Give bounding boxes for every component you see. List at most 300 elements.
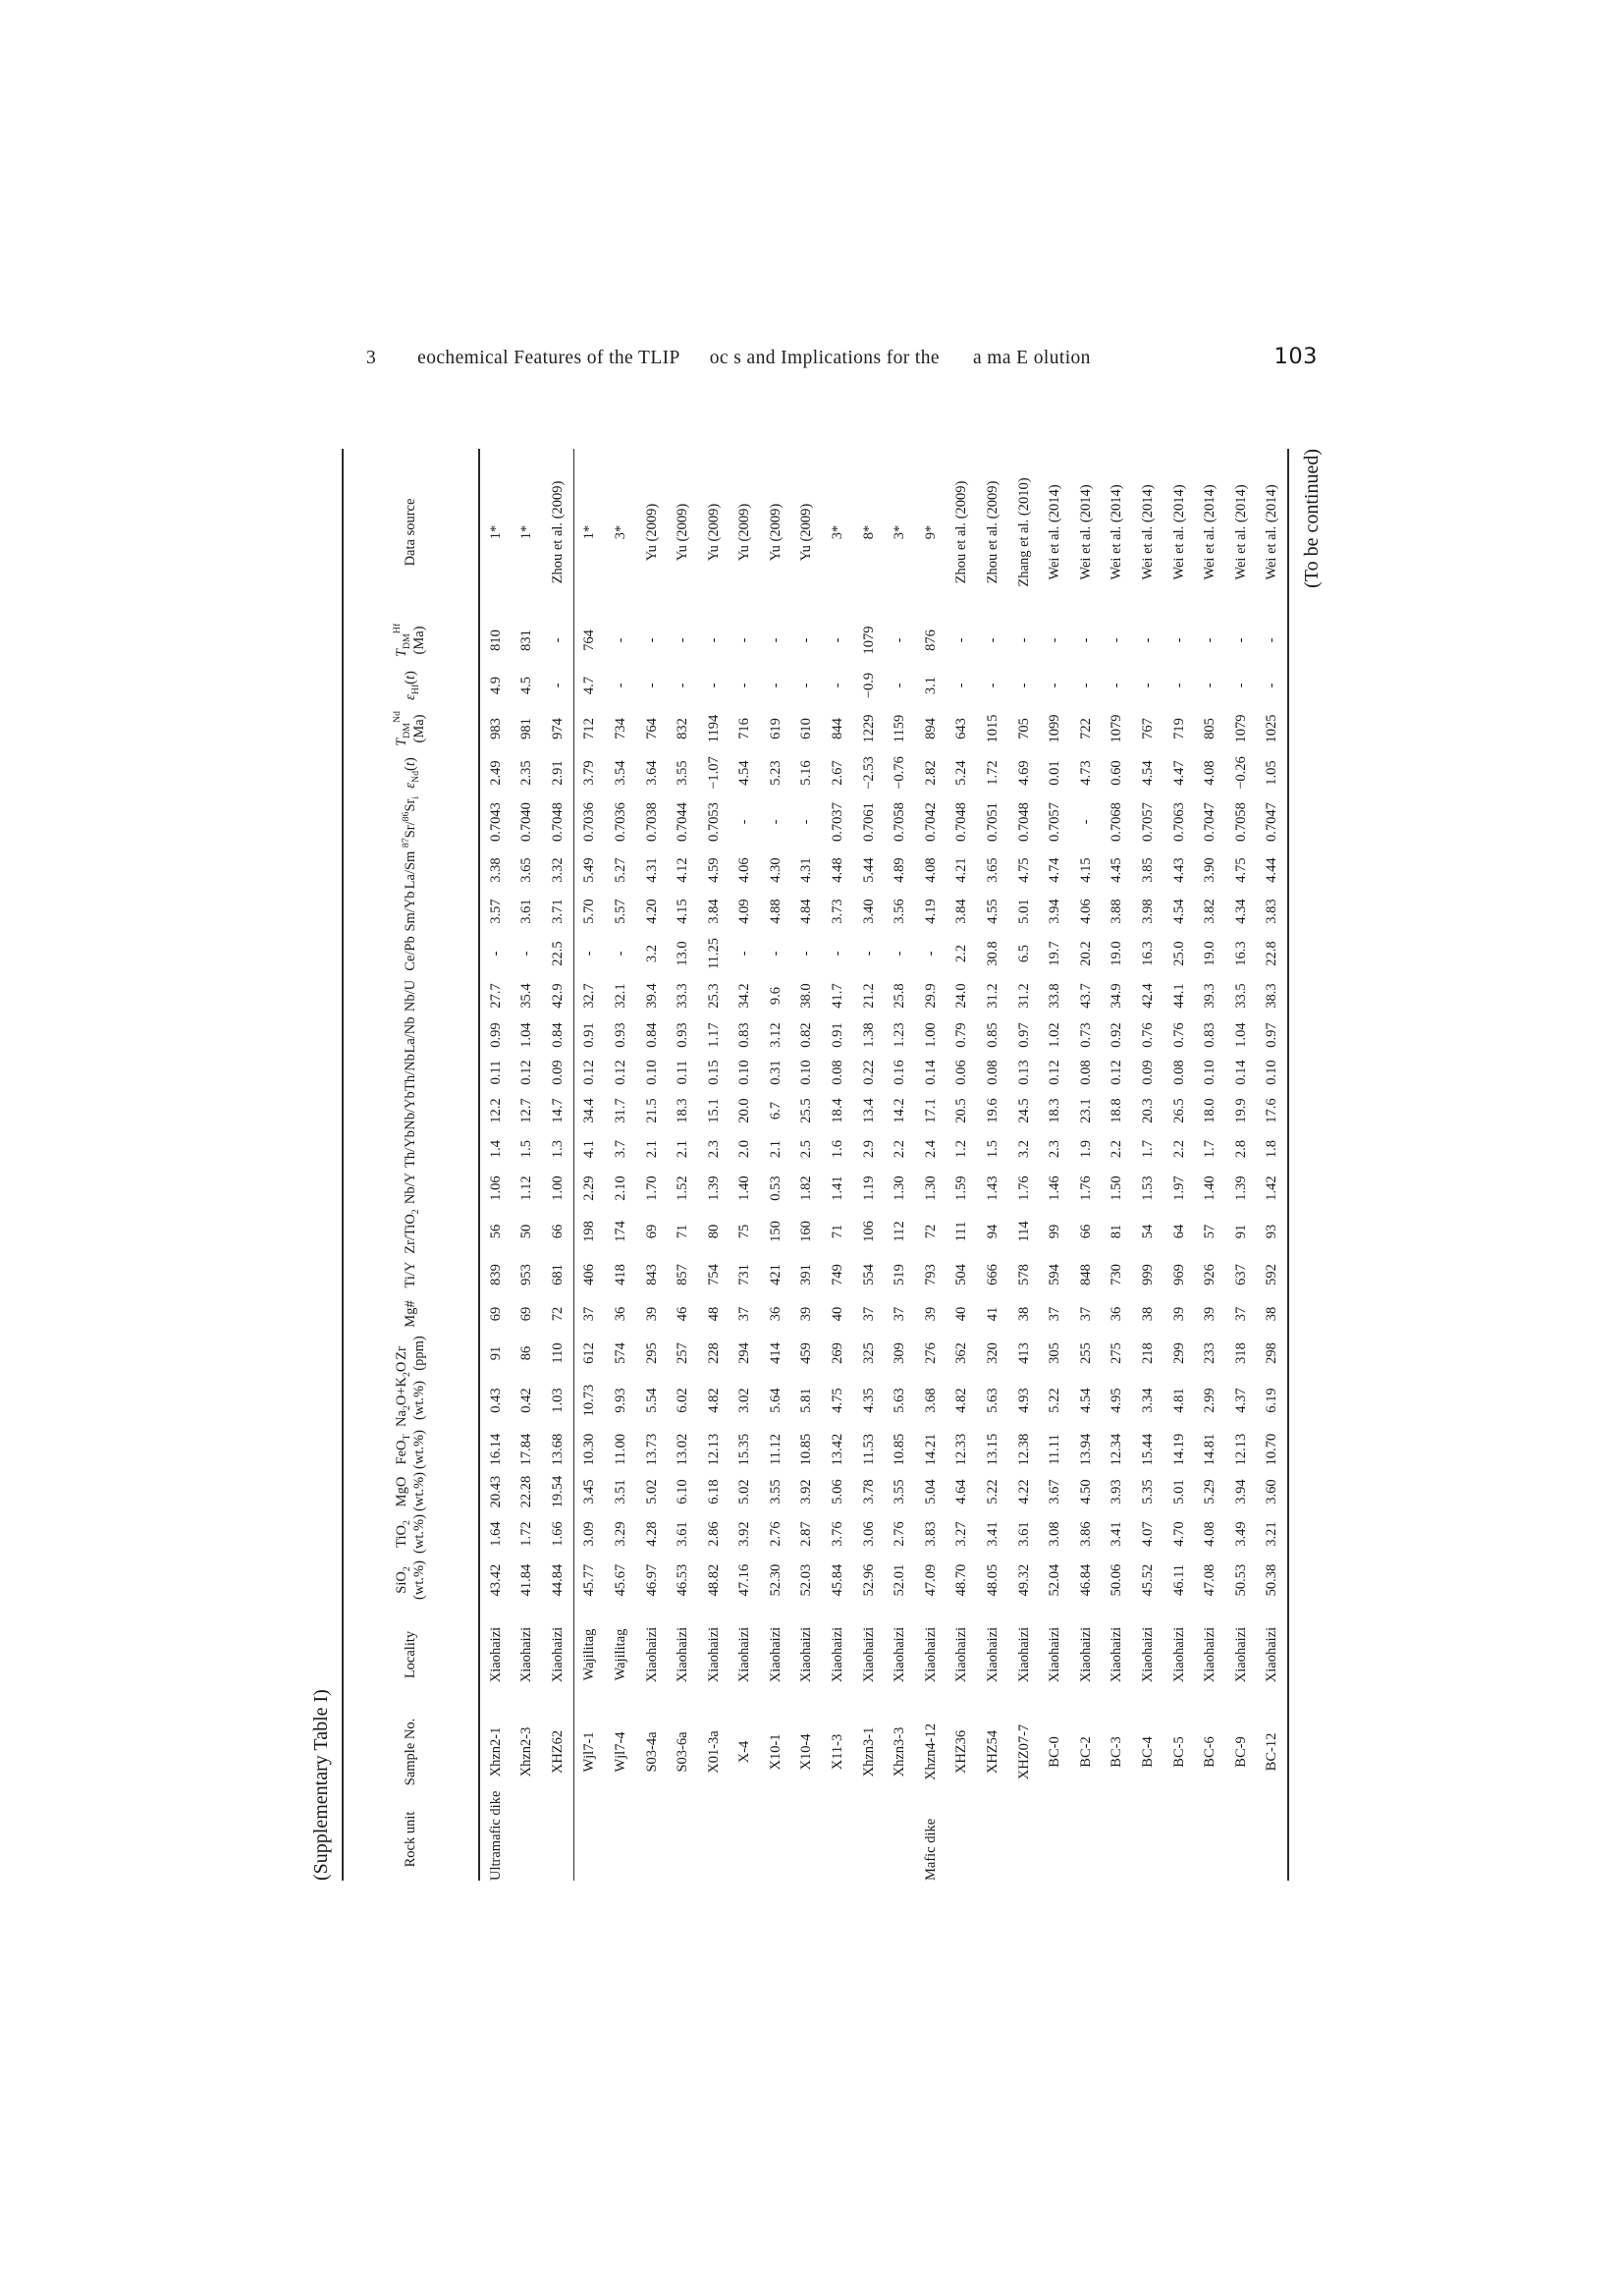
- cell-nb_u: 42.4: [1140, 983, 1157, 1009]
- col-header-mgo: MgO (wt.%): [343, 1472, 479, 1511]
- cell-sio2: 52.96: [860, 1563, 877, 1597]
- cell-sr_i: 0.7068: [1109, 802, 1125, 842]
- cell-sm_yb: 4.88: [767, 899, 784, 924]
- cell-tdm_hf: -: [1109, 637, 1125, 643]
- cell-mgo: 6.18: [705, 1479, 722, 1504]
- cell-tdm_hf: -: [643, 637, 660, 643]
- table-row-XHZ07-7: [1008, 449, 1040, 1881]
- cell-sm_yb: 3.98: [1140, 899, 1157, 924]
- cell-sample-no: XHZ62: [542, 1706, 573, 1798]
- cell-ti_y: 839: [487, 1264, 504, 1285]
- cell-locality: Xiaohaizi: [1232, 1626, 1249, 1683]
- col-header-locality: Locality: [343, 1604, 479, 1706]
- cell-th_yb: 2.4: [922, 1139, 939, 1159]
- col-header-e_nd: $\varepsilon_{Nd}(t)$: [343, 751, 479, 794]
- cell-la_nb: 1.38: [860, 1022, 877, 1048]
- cell-la_nb: 0.83: [1202, 1022, 1218, 1048]
- cell-na2o_k2o: 4.37: [1232, 1388, 1249, 1413]
- cell-feot: 15.35: [736, 1433, 753, 1466]
- cell-th_nb: 0.14: [1232, 1060, 1249, 1085]
- cell-mg_num: 37: [736, 1306, 753, 1322]
- cell-mgo: 3.55: [767, 1479, 784, 1504]
- cell-e_nd: −2.53: [860, 756, 877, 790]
- cell-la_sm: 4.30: [767, 857, 784, 883]
- cell-mgo: 5.06: [830, 1479, 846, 1504]
- cell-la_nb: 0.91: [581, 1022, 598, 1048]
- cell-e_nd: 1.72: [985, 760, 1001, 786]
- cell-th_nb: 0.09: [542, 1054, 573, 1091]
- cell-th_yb: 1.7: [1202, 1139, 1218, 1159]
- cell-sample-no: X-4: [736, 1740, 753, 1764]
- cell-sr_i: 0.7036: [581, 802, 598, 842]
- cell-nb_yb: 26.5: [1170, 1098, 1187, 1123]
- cell-na2o_k2o: 10.73: [581, 1384, 598, 1417]
- cell-sample-no: X10-4: [798, 1733, 815, 1771]
- cell-ce_pb: -: [612, 951, 628, 957]
- cell-mg_num: 37: [1047, 1306, 1063, 1322]
- cell-locality: Xiaohaizi: [542, 1604, 573, 1706]
- cell-tdm_hf: -: [830, 637, 846, 643]
- cell-mgo: 5.22: [985, 1479, 1001, 1504]
- cell-tdm_nd: 832: [675, 718, 691, 739]
- cell-tdm_nd: 619: [767, 718, 784, 739]
- col-header-la_nb: La/Nb: [343, 1016, 479, 1054]
- cell-th_nb: 0.08: [1170, 1060, 1187, 1085]
- cell-sr_i: 0.7053: [705, 802, 722, 842]
- cell-nb_yb: 20.5: [953, 1098, 970, 1123]
- cell-sr_i: -: [736, 819, 753, 825]
- cell-mg_num: 37: [860, 1306, 877, 1322]
- cell-la_sm: 4.31: [643, 857, 660, 883]
- cell-locality: Xiaohaizi: [798, 1626, 815, 1683]
- cell-la_nb: 1.02: [1047, 1022, 1063, 1048]
- cell-e_hf: 4.9: [487, 676, 504, 695]
- cell-zr: 325: [860, 1342, 877, 1364]
- cell-mgo: 3.92: [798, 1479, 815, 1504]
- cell-tdm_hf: -: [1202, 637, 1218, 643]
- cell-zr: 276: [922, 1342, 939, 1364]
- cell-zr_tio2: 94: [985, 1224, 1001, 1239]
- col-header-sample_no: Sample No.: [343, 1706, 479, 1798]
- cell-ce_pb: 6.5: [1015, 944, 1032, 963]
- table-row-Xhzn4-12: [915, 449, 947, 1881]
- cell-la_nb: 0.97: [1264, 1022, 1280, 1048]
- cell-na2o_k2o: 4.82: [953, 1388, 970, 1413]
- cell-sr_i: 0.7048: [953, 802, 970, 842]
- cell-nb_yb: 18.0: [1202, 1098, 1218, 1123]
- cell-sr_i: 0.7057: [1047, 802, 1063, 842]
- cell-tio2: 1.72: [518, 1521, 535, 1547]
- table-row-Xhzn2-3: [512, 449, 543, 1881]
- col-header-na2o_k2o: $Na_2O+K_2O$ (wt.%): [343, 1374, 479, 1427]
- cell-zr: 218: [1140, 1342, 1157, 1364]
- cell-sio2: 46.53: [675, 1563, 691, 1597]
- cell-nb_u: 32.7: [581, 983, 598, 1009]
- cell-th_yb: 1.3: [542, 1130, 573, 1168]
- cell-mgo: 5.35: [1140, 1479, 1157, 1504]
- cell-sr_i: -: [798, 819, 815, 825]
- cell-nb_yb: 13.4: [860, 1098, 877, 1123]
- cell-e_nd: 4.69: [1015, 760, 1032, 786]
- cell-e_nd: −1.07: [705, 756, 722, 790]
- cell-sm_yb: 4.19: [922, 899, 939, 924]
- cell-nb_y: 1.06: [487, 1175, 504, 1201]
- cell-feot: 13.15: [985, 1433, 1001, 1466]
- cell-sample-no: BC-9: [1232, 1736, 1249, 1768]
- cell-sio2: 49.32: [1015, 1563, 1032, 1597]
- cell-tio2: 4.08: [1202, 1521, 1218, 1547]
- cell-th_yb: 2.9: [860, 1139, 877, 1159]
- cell-locality: Xiaohaizi: [985, 1626, 1001, 1683]
- cell-mgo: 5.01: [1170, 1479, 1187, 1504]
- cell-rock-unit: [1195, 1798, 1226, 1881]
- cell-nb_u: 33.3: [675, 983, 691, 1009]
- cell-sm_yb: 3.57: [487, 899, 504, 924]
- cell-rock-unit: [1070, 1798, 1102, 1881]
- cell-sr_i: 0.7047: [1202, 802, 1218, 842]
- cell-nb_u: 21.2: [860, 983, 877, 1009]
- cell-sr_i: 0.7036: [612, 802, 628, 842]
- cell-ce_pb: 19.7: [1047, 941, 1063, 966]
- cell-tdm_nd: 1159: [892, 714, 908, 743]
- cell-e_nd: 4.47: [1170, 760, 1187, 786]
- cell-la_nb: 0.99: [487, 1022, 504, 1048]
- cell-sio2: 45.84: [830, 1563, 846, 1597]
- cell-mgo: 3.93: [1109, 1479, 1125, 1504]
- cell-nb_y: 1.70: [643, 1175, 660, 1201]
- cell-mgo: 20.43: [487, 1475, 504, 1508]
- cell-e_hf: -: [736, 683, 753, 688]
- cell-mgo: 4.64: [953, 1479, 970, 1504]
- col-header-sm_yb: Sm/Yb: [343, 891, 479, 932]
- cell-th_yb: 1.7: [1140, 1139, 1157, 1159]
- cell-la_nb: 1.00: [922, 1022, 939, 1048]
- cell-tdm_hf: -: [705, 637, 722, 643]
- cell-tdm_nd: 705: [1015, 718, 1032, 739]
- table-row-BC-2: [1070, 449, 1102, 1881]
- cell-tdm_nd: 767: [1140, 718, 1157, 739]
- cell-nb_yb: 34.4: [581, 1098, 598, 1123]
- cell-sample-no: X11-3: [830, 1733, 846, 1771]
- cell-nb_u: 31.2: [985, 983, 1001, 1009]
- cell-sample-no: X10-1: [767, 1733, 784, 1771]
- cell-zr_tio2: 71: [675, 1224, 691, 1239]
- cell-na2o_k2o: 6.19: [1264, 1388, 1280, 1413]
- cell-locality: Xiaohaizi: [1015, 1626, 1032, 1683]
- table-row-S03-6a: [668, 449, 699, 1881]
- cell-th_nb: 0.12: [581, 1060, 598, 1085]
- cell-sr_i: 0.7047: [1264, 802, 1280, 842]
- cell-mgo: 3.78: [860, 1479, 877, 1504]
- cell-mgo: 3.60: [1264, 1479, 1280, 1504]
- table-caption: (Supplementary Table I): [310, 1689, 332, 1881]
- cell-th_nb: 0.10: [1202, 1060, 1218, 1085]
- cell-la_sm: 4.59: [705, 857, 722, 883]
- cell-feot: 13.94: [1077, 1433, 1094, 1466]
- cell-data-source: Zhou et al. (2009): [542, 449, 573, 616]
- cell-nb_y: 1.43: [985, 1175, 1001, 1201]
- cell-nb_y: 1.12: [518, 1175, 535, 1201]
- cell-e_nd: 5.24: [953, 760, 970, 786]
- cell-e_hf: -: [830, 683, 846, 688]
- cell-nb_u: 34.9: [1109, 983, 1125, 1009]
- cell-th_nb: 0.15: [705, 1060, 722, 1085]
- cell-th_yb: 2.5: [798, 1139, 815, 1159]
- cell-sm_yb: 3.73: [830, 899, 846, 924]
- cell-na2o_k2o: 1.03: [542, 1374, 573, 1427]
- cell-la_nb: 0.84: [542, 1016, 573, 1054]
- cell-ti_y: 681: [542, 1254, 573, 1295]
- table-row-X10-4: [791, 449, 823, 1881]
- cell-mg_num: 38: [1140, 1306, 1157, 1322]
- cell-sio2: 50.06: [1109, 1563, 1125, 1597]
- table-row-S03-4a: [636, 449, 668, 1881]
- cell-tdm_nd: 1079: [1232, 714, 1249, 743]
- cell-ce_pb: 2.2: [953, 944, 970, 963]
- cell-data-source: Wei et al. (2014): [1264, 484, 1280, 580]
- cell-na2o_k2o: 4.75: [830, 1388, 846, 1413]
- cell-e_hf: -: [675, 683, 691, 688]
- cell-tdm_hf: 876: [922, 629, 939, 651]
- cell-th_yb: 3.2: [1015, 1139, 1032, 1159]
- cell-th_nb: 0.13: [1015, 1060, 1032, 1085]
- cell-la_sm: 3.38: [487, 857, 504, 883]
- cell-ce_pb: -: [581, 951, 598, 957]
- cell-tdm_nd: 1099: [1047, 714, 1063, 743]
- cell-e_hf: -: [705, 683, 722, 688]
- cell-tio2: 2.87: [798, 1521, 815, 1547]
- cell-data-source: Yu (2009): [643, 503, 660, 562]
- cell-e_hf: -: [985, 683, 1001, 688]
- cell-tio2: 1.66: [542, 1511, 573, 1557]
- cell-locality: Xiaohaizi: [1047, 1626, 1063, 1683]
- cell-mg_num: 41: [985, 1306, 1001, 1322]
- table-row-X10-1: [760, 449, 791, 1881]
- cell-tio2: 3.29: [612, 1521, 628, 1547]
- cell-nb_yb: 20.0: [736, 1098, 753, 1123]
- cell-locality: Xiaohaizi: [487, 1626, 504, 1683]
- cell-zr: 257: [675, 1342, 691, 1364]
- cell-nb_yb: 12.2: [487, 1098, 504, 1123]
- cell-th_yb: 1.2: [953, 1139, 970, 1159]
- col-header-tdm_hf: $T_{DM}^{Hf}$ (Ma): [343, 616, 479, 665]
- cell-tio2: 2.76: [767, 1521, 784, 1547]
- cell-na2o_k2o: 3.34: [1140, 1388, 1157, 1413]
- cell-la_sm: 3.85: [1140, 857, 1157, 883]
- cell-rock-unit: [760, 1798, 791, 1881]
- cell-e_nd: 3.64: [643, 760, 660, 786]
- cell-nb_u: 27.7: [487, 983, 504, 1009]
- cell-tdm_nd: 983: [487, 718, 504, 739]
- cell-th_nb: 0.12: [1047, 1060, 1063, 1085]
- cell-data-source: Wei et al. (2014): [1077, 484, 1094, 580]
- cell-locality: Xiaohaizi: [767, 1626, 784, 1683]
- cell-feot: 13.42: [830, 1433, 846, 1466]
- cell-nb_u: 33.5: [1232, 983, 1249, 1009]
- cell-la_sm: 4.21: [953, 857, 970, 883]
- cell-tio2: 3.61: [1015, 1521, 1032, 1547]
- cell-zr_tio2: 66: [1077, 1224, 1094, 1239]
- cell-nb_yb: 20.3: [1140, 1098, 1157, 1123]
- cell-rock-unit: Mafic dike: [922, 1818, 939, 1881]
- cell-la_sm: 3.65: [985, 857, 1001, 883]
- cell-sio2: 43.42: [487, 1563, 504, 1597]
- cell-rock-unit: Ultramafic dike: [487, 1790, 504, 1881]
- cell-zr: 318: [1232, 1342, 1249, 1364]
- cell-tdm_nd: 844: [830, 718, 846, 739]
- cell-feot: 14.21: [922, 1433, 939, 1466]
- cell-sm_yb: 3.61: [518, 899, 535, 924]
- cell-la_sm: 3.32: [542, 849, 573, 891]
- cell-sample-no: Xhzn3-1: [860, 1726, 877, 1777]
- cell-rock-unit: [636, 1798, 668, 1881]
- cell-rock-unit: [1257, 1798, 1289, 1881]
- cell-sio2: 46.97: [643, 1563, 660, 1597]
- table-row-XHZ54: [978, 449, 1009, 1881]
- cell-nb_u: 39.4: [643, 983, 660, 1009]
- cell-la_nb: 1.23: [892, 1022, 908, 1048]
- cell-la_sm: 4.44: [1264, 857, 1280, 883]
- cell-sio2: 47.16: [736, 1563, 753, 1597]
- cell-feot: 12.33: [953, 1433, 970, 1466]
- cell-zr: 320: [985, 1342, 1001, 1364]
- cell-tdm_hf: -: [1264, 637, 1280, 643]
- cell-th_nb: 0.16: [892, 1060, 908, 1085]
- cell-sm_yb: 4.15: [675, 899, 691, 924]
- cell-nb_u: 38.3: [1264, 983, 1280, 1009]
- cell-na2o_k2o: 5.54: [643, 1388, 660, 1413]
- cell-sr_i: 0.7048: [1015, 802, 1032, 842]
- cell-la_sm: 4.15: [1077, 857, 1094, 883]
- cell-data-source: Yu (2009): [798, 503, 815, 562]
- cell-nb_y: 1.39: [1232, 1175, 1249, 1201]
- cell-nb_u: 33.8: [1047, 983, 1063, 1009]
- col-header-mg_num: Mg#: [343, 1295, 479, 1333]
- cell-feot: 13.68: [542, 1427, 573, 1472]
- cell-tio2: 3.86: [1077, 1521, 1094, 1547]
- cell-zr: 110: [542, 1333, 573, 1374]
- cell-e_hf: 3.1: [922, 676, 939, 695]
- cell-mg_num: 46: [675, 1306, 691, 1322]
- cell-e_hf: -: [798, 683, 815, 688]
- cell-sm_yb: 4.06: [1077, 899, 1094, 924]
- cell-feot: 13.02: [675, 1433, 691, 1466]
- cell-ti_y: 754: [705, 1264, 722, 1285]
- cell-nb_u: 38.0: [798, 983, 815, 1009]
- cell-nb_yb: 23.1: [1077, 1098, 1094, 1123]
- cell-tdm_hf: -: [1170, 637, 1187, 643]
- cell-sio2: 45.77: [581, 1563, 598, 1597]
- cell-la_nb: 0.76: [1170, 1022, 1187, 1048]
- cell-zr_tio2: 71: [830, 1224, 846, 1239]
- cell-nb_u: 25.3: [705, 983, 722, 1009]
- cell-data-source: 9*: [922, 524, 939, 540]
- cell-ce_pb: -: [487, 951, 504, 957]
- col-header-feot: FeO$_T$ (wt.%): [343, 1427, 479, 1472]
- cell-sio2: 45.52: [1140, 1563, 1157, 1597]
- cell-la_nb: 3.12: [767, 1022, 784, 1048]
- cell-feot: 12.34: [1109, 1433, 1125, 1466]
- cell-la_sm: 4.75: [1232, 857, 1249, 883]
- cell-sample-no: S03-6a: [675, 1731, 691, 1773]
- cell-zr_tio2: 54: [1140, 1224, 1157, 1239]
- cell-nb_u: 31.2: [1015, 983, 1032, 1009]
- cell-ti_y: 418: [612, 1264, 628, 1285]
- cell-data-source: 8*: [860, 524, 877, 540]
- cell-th_yb: 2.3: [1047, 1139, 1063, 1159]
- cell-nb_y: 2.10: [612, 1175, 628, 1201]
- cell-la_nb: 0.91: [830, 1022, 846, 1048]
- cell-ti_y: 592: [1264, 1264, 1280, 1285]
- cell-th_yb: 1.5: [985, 1139, 1001, 1159]
- cell-sm_yb: 4.54: [1170, 899, 1187, 924]
- cell-tdm_hf: -: [1077, 637, 1094, 643]
- cell-tio2: 3.61: [675, 1521, 691, 1547]
- cell-mg_num: 40: [830, 1306, 846, 1322]
- cell-zr_tio2: 160: [798, 1221, 815, 1242]
- cell-tdm_hf: -: [675, 637, 691, 643]
- cell-nb_yb: 31.7: [612, 1098, 628, 1123]
- cell-th_nb: 0.08: [830, 1060, 846, 1085]
- cell-tio2: 2.76: [892, 1521, 908, 1547]
- cell-la_nb: 0.76: [1140, 1022, 1157, 1048]
- cell-e_nd: 5.16: [798, 760, 815, 786]
- cell-ti_y: 848: [1077, 1264, 1094, 1285]
- cell-locality: Xiaohaizi: [705, 1626, 722, 1683]
- cell-sr_i: 0.7048: [542, 794, 573, 849]
- cell-data-source: Zhou et al. (2009): [985, 480, 1001, 584]
- cell-tdm_nd: 1015: [985, 714, 1001, 743]
- cell-na2o_k2o: 4.95: [1109, 1388, 1125, 1413]
- cell-na2o_k2o: 9.93: [612, 1388, 628, 1413]
- cell-e_hf: -: [892, 683, 908, 688]
- table-row-Xhzn3-1: [853, 449, 885, 1881]
- cell-sio2: 41.84: [518, 1563, 535, 1597]
- cell-ti_y: 594: [1047, 1264, 1063, 1285]
- cell-tdm_hf: 1079: [860, 626, 877, 655]
- cell-mg_num: 36: [1109, 1306, 1125, 1322]
- cell-tdm_nd: 610: [798, 718, 815, 739]
- cell-zr: 86: [518, 1345, 535, 1361]
- col-header-sr_i: $^{87}Sr/^{86}Sr_i$: [343, 794, 479, 849]
- cell-sm_yb: 5.01: [1015, 899, 1032, 924]
- cell-th_nb: 0.14: [922, 1060, 939, 1085]
- cell-zr: 299: [1170, 1342, 1187, 1364]
- cell-sm_yb: 3.82: [1202, 899, 1218, 924]
- cell-rock-unit: [573, 1798, 605, 1881]
- cell-ce_pb: -: [767, 951, 784, 957]
- cell-sample-no: BC-3: [1109, 1736, 1125, 1768]
- cell-sample-no: Xhzn2-3: [518, 1726, 535, 1777]
- cell-th_yb: 2.2: [1109, 1139, 1125, 1159]
- cell-sample-no: X01-3a: [705, 1730, 722, 1774]
- cell-mgo: 3.55: [892, 1479, 908, 1504]
- cell-mg_num: 69: [487, 1306, 504, 1322]
- cell-nb_yb: 19.6: [985, 1098, 1001, 1123]
- cell-ti_y: 554: [860, 1264, 877, 1285]
- cell-e_hf: -: [1140, 683, 1157, 688]
- cell-na2o_k2o: 4.35: [860, 1388, 877, 1413]
- cell-mg_num: 38: [1015, 1306, 1032, 1322]
- cell-th_yb: 2.2: [892, 1139, 908, 1159]
- cell-nb_y: 1.97: [1170, 1175, 1187, 1201]
- cell-sio2: 52.04: [1047, 1563, 1063, 1597]
- cell-th_yb: 2.1: [675, 1139, 691, 1159]
- cell-la_nb: 0.84: [643, 1022, 660, 1048]
- cell-tdm_hf: 831: [518, 629, 535, 651]
- cell-ti_y: 857: [675, 1264, 691, 1285]
- cell-na2o_k2o: 5.63: [985, 1388, 1001, 1413]
